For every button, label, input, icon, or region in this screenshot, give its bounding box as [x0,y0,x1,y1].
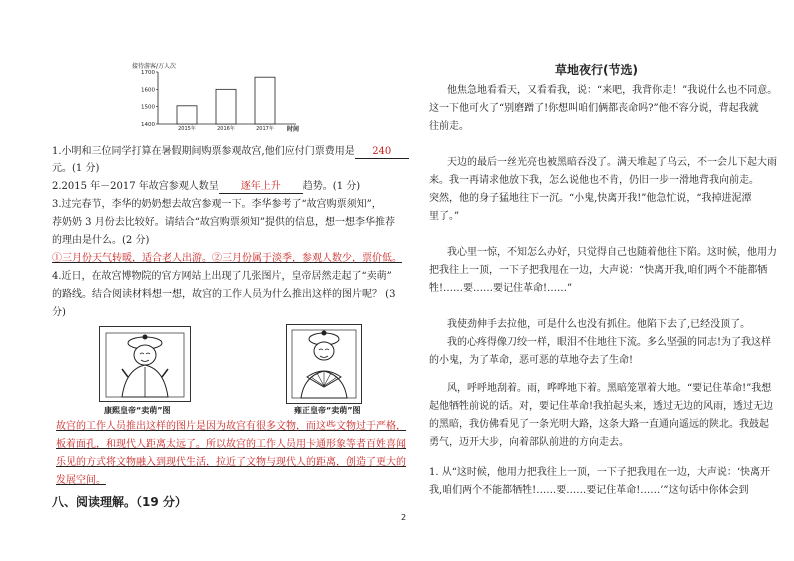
q1-answer: 240 [355,145,409,159]
q4-answer-line3: 乐见的方式将文物融入到现代生活，拉近了文物与现代人的距离，创造了更大的 [56,457,406,468]
passage-line: 勇气，迈开大步，向着部队前进的方向走去。 [429,437,629,448]
question-2: 2.2015 年－2017 年故宫参观人数呈 逐年上升 趋势。(1 分) [52,181,361,192]
passage-line: 来。我一再请求他放下我，怎么说他也不肯，仍旧一步一滑地背我向前走。 [429,175,759,186]
passage-line: 牲!……要……要记住革命!……” [429,283,573,294]
question-1-tail: 元。(1 分) [52,163,100,174]
passage-line: 我的心疼得像刀绞一样，眼泪不住地往下流。多么坚强的同志!为了我这样 [447,337,772,348]
question-3-line1: 3.过完春节，李华的奶奶想去故宫参观一下。李华参考了“故宫购票须知”， [52,199,382,210]
q4-answer-line1: 故宫的工作人员推出这样的图片是因为故宫有很多文物，而这些文物过于严格， [56,421,406,432]
question-4-line1: 4.近日，在故宫博物院的官方网站上出现了几张图片，皇帝居然走起了“卖萌” [52,271,392,282]
passage-line: 的黑暗，我仿佛看见了一条光明大路，这条大路一直通向遥远的陕北。我鼓起 [429,419,769,430]
x-tick-label: 2017年 [256,126,274,132]
passage-line: 他焦急地看看天，又看看我，说：“来吧，我背你走！”我说什么也不同意。 [447,85,778,96]
question-4-line3: 分) [52,307,66,318]
q4-answer-line4: 发展空间。 [56,475,106,486]
visitor-bar-chart [100,58,320,134]
passage-line: 把我往上一顶，一下子把我甩在一边，大声说：“快离开我,咱们两个不能都牺 [429,265,768,276]
bar [216,89,236,124]
bar [255,77,275,124]
passage-line: 起他牺牲前说的话。对，要记住革命!我拍起头来，透过无边的风雨，透过无边 [429,401,774,412]
passage-line: 往前走。 [429,121,469,132]
q3-answer: ①三月份天气转暖，适合老人出游。②三月份属于淡季，参观人数少，票价低。 [52,253,402,264]
question-1: 1.小明和三位同学打算在暑假期间购票参观故宫,他们应付门票费用是 240 [52,145,409,159]
passage-line: 1. 从“这时候，他用力把我往上一顶，一下子把我甩在一边，大声说：‘快离开 [429,467,771,478]
section-8-title: 八、阅读理解。（19 分） [52,495,187,509]
kangxi-cartoon-image [99,326,191,402]
passage-line: 里了。” [429,211,460,222]
x-tick-label: 2015年 [178,126,196,132]
y-tick-label: 1600 [141,87,155,94]
x-tick-label: 2016年 [217,126,235,132]
passage-line: 风，呼呼地刮着。雨，哗哗地下着。黑暗笼罩着大地。“要记住革命!”我想 [447,383,772,394]
q4-answer-line2: 板着面孔，和现代人距离太远了。所以故宫的工作人员用卡通形象等者百姓喜闻 [56,439,406,450]
passage-line: 我,咱们两个不能都牺牲!……要……要记住革命!……’”这句话中你体会到 [429,485,749,496]
passage-line: 我心里一惊，不知怎么办好，只觉得自己也随着他往下陷。这时候，他用力 [447,247,777,258]
passage-line: 的小鬼，为了革命，恶可恶的草地夺去了生命! [429,355,634,366]
question-3-line2: 荐奶奶 3 月份去比较好。请结合“故宫购票须知”提供的信息，想一想李华推荐 [52,217,395,228]
chart-y-label: 接待游客/万人次 [132,63,177,70]
chart-x-label: 时间 [287,126,300,133]
page-number: 2 [401,513,407,522]
y-tick-label: 1400 [141,122,155,128]
q2-answer: 逐年上升 [219,180,303,194]
yongzheng-cartoon-image [286,324,362,404]
passage-line: 突然，他的身子猛地往下一沉。“小鬼,快离开我!”他急忙说，“我掉进泥潭 [429,193,752,204]
passage-title: 草地夜行(节选) [555,63,638,77]
question-3-line3: 的理由是什么。(2 分) [52,235,150,246]
passage-line: 这一下他可火了“别磨蹭了!你想叫咱们俩都丧命吗?”他不容分说，背起我就 [429,103,759,114]
bar [177,106,197,124]
yongzheng-caption: 雍正皇帝“卖萌”图 [294,406,361,415]
question-4-line2: 的路线。结合阅读材料想一想，故宫的工作人员为什么推出这样的图片呢？ (3 [52,289,396,300]
y-tick-label: 1500 [141,104,155,111]
y-tick-label: 1700 [141,70,155,76]
kangxi-caption: 康熙皇帝“卖萌”图 [104,406,171,415]
passage-line: 天边的最后一丝光亮也被黑暗吞没了。满天堆起了乌云，不一会儿下起大雨 [447,157,777,168]
passage-line: 我使劲伸手去拉他，可是什么也没有抓住。他陷下去了,已经没顶了。 [447,319,751,330]
